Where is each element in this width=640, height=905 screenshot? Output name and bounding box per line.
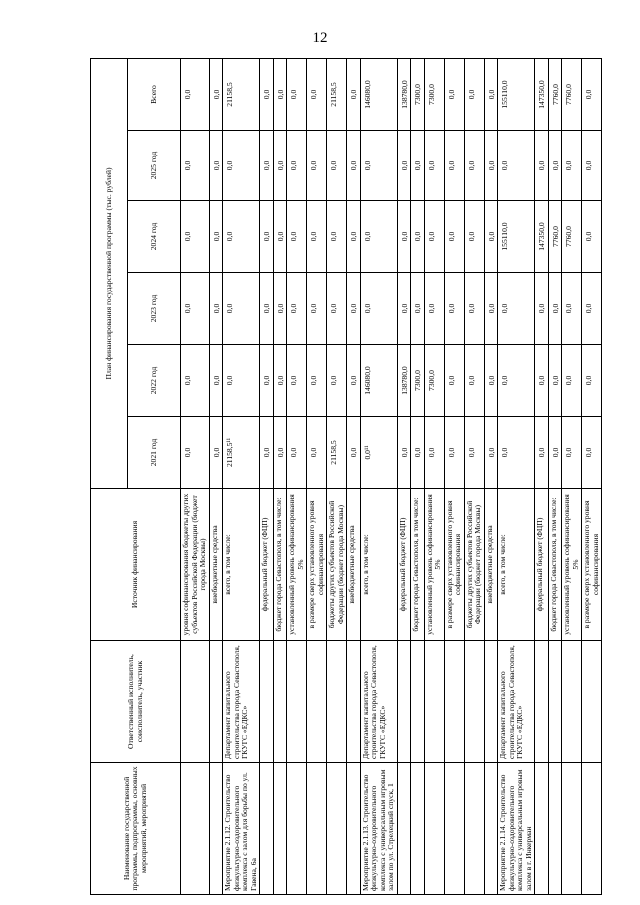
executor-cell: Департамент капитального строительства города Севастополя, ГКУГС «ЕДКС» [498, 641, 535, 763]
value-cell: 0,0 [562, 131, 582, 201]
value-cell: 0,0 [209, 417, 223, 489]
value-cell: 138780,0 [397, 59, 411, 131]
value-cell: 0,0 [484, 273, 498, 345]
table-row [273, 59, 287, 895]
table-row [424, 59, 444, 895]
measure-name-cell [307, 763, 327, 895]
executor-cell [273, 641, 287, 763]
value-cell: 0,0 [307, 131, 327, 201]
value-cell: 7300,0 [411, 59, 425, 131]
measure-name-cell [562, 763, 582, 895]
value-cell: 21158,5 [327, 417, 347, 489]
page-number: 12 [312, 30, 328, 46]
table-row [307, 59, 327, 895]
value-cell: 0,0 [424, 201, 444, 273]
value-cell: 0,0 [411, 131, 425, 201]
executor-cell [287, 641, 307, 763]
measure-name-cell: Мероприятие 2.1.13. Строительство физкультурно-оздоровительного комплекса с универсальным игровым залом по ул. Стрелецкий спуск, 1 [360, 763, 397, 895]
value-cell: 0,0 [181, 59, 210, 131]
value-cell: 0,0 [444, 273, 464, 345]
table-body [181, 59, 602, 895]
executor-cell [397, 641, 411, 763]
value-cell: 0,0 [424, 131, 444, 201]
value-cell: 0,0 [582, 273, 602, 345]
value-cell: 0,0 [260, 273, 274, 345]
table-row [548, 59, 562, 895]
funding-source-cell: бюджеты других субъектов Российской Федерации (бюджет города Москвы) [327, 489, 347, 641]
funding-source-cell: установленный уровень софинансирования 5% [424, 489, 444, 641]
value-cell: 0,0 [260, 417, 274, 489]
funding-source-cell: внебюджетные средства [484, 489, 498, 641]
value-cell: 0,0 [484, 201, 498, 273]
executor-cell [535, 641, 549, 763]
value-cell: 0,0 [424, 417, 444, 489]
value-cell: 0,0 [411, 273, 425, 345]
funding-source-cell: внебюджетные средства [209, 489, 223, 641]
value-cell: 0,0 [562, 417, 582, 489]
value-cell: 0,0 [209, 201, 223, 273]
value-cell: 0,0 [464, 273, 484, 345]
value-cell: 0,0 [582, 417, 602, 489]
value-cell: 0,0 [181, 345, 210, 417]
value-cell: 0,0 [273, 417, 287, 489]
table-row [535, 59, 549, 895]
value-cell: 21158,5 [223, 59, 260, 131]
value-cell: 0,0 [498, 131, 535, 201]
table-row [223, 59, 260, 895]
table-row [327, 59, 347, 895]
value-cell: 0,0 [347, 201, 361, 273]
value-cell: 0,0 [424, 273, 444, 345]
measure-name-cell: Мероприятие 2.1.14. Строительство физкультурно-оздоровительного комплекса с универсальным игровым залом в г. Инкерман [498, 763, 535, 895]
table-row [397, 59, 411, 895]
table-row [444, 59, 464, 895]
value-cell: 0,0 [535, 345, 549, 417]
value-cell: 0,0 [347, 345, 361, 417]
measure-name-cell [411, 763, 425, 895]
value-cell: 0,0 [484, 417, 498, 489]
value-cell: 0,0 [582, 201, 602, 273]
value-cell: 0,0 [260, 59, 274, 131]
value-cell: 7300,0 [424, 345, 444, 417]
value-cell: 147350,0 [535, 59, 549, 131]
value-cell: 0,0 [273, 131, 287, 201]
table-row [498, 59, 535, 895]
executor-cell [411, 641, 425, 763]
value-cell: 0,0 [444, 59, 464, 131]
funding-source-cell: установленный уровень софинансирования 5% [562, 489, 582, 641]
value-cell: 0,0 [484, 131, 498, 201]
executor-cell [260, 641, 274, 763]
funding-source-cell: бюджет города Севастополя, в том числе: [411, 489, 425, 641]
value-cell: 0,0 [582, 131, 602, 201]
value-cell: 0,0 [498, 345, 535, 417]
funding-source-cell: уровня софинансирования бюджеты других субъектов Российской Федерации (бюджет города Москвы) [181, 489, 210, 641]
funding-source-cell: федеральный бюджет (ФЦП) [397, 489, 411, 641]
measure-name-cell [548, 763, 562, 895]
executor-cell [464, 641, 484, 763]
value-cell: 0,0 [209, 131, 223, 201]
funding-source-cell: в размере сверх установленного уровня софинансирования [307, 489, 327, 641]
measure-name-cell [444, 763, 464, 895]
value-cell: 0,0 [287, 417, 307, 489]
measure-name-cell [273, 763, 287, 895]
table-row [260, 59, 274, 895]
value-cell: 0,0 [548, 345, 562, 417]
measure-name-cell [582, 763, 602, 895]
header-executor: Ответственный исполнитель, соисполнитель, участник [91, 641, 181, 763]
value-cell: 0,0 [223, 201, 260, 273]
value-cell: 0,0 [464, 131, 484, 201]
value-cell: 0,0 [307, 345, 327, 417]
value-cell: 7300,0 [424, 59, 444, 131]
value-cell: 0,0 [582, 59, 602, 131]
value-cell: 0,0 [360, 201, 397, 273]
funding-source-cell: всего, в том числе: [360, 489, 397, 641]
executor-cell [424, 641, 444, 763]
value-cell: 0,0 [223, 131, 260, 201]
value-cell: 7760,0 [548, 59, 562, 131]
value-cell: 0,0 [444, 131, 464, 201]
value-cell: 0,0 [181, 273, 210, 345]
executor-cell [562, 641, 582, 763]
value-cell: 0,0 [360, 131, 397, 201]
executor-cell [548, 641, 562, 763]
value-cell: 0,0 [273, 273, 287, 345]
value-cell: 0,0 [287, 59, 307, 131]
header-plan: План финансирования государственной программы (тыс. рублей) [91, 59, 128, 489]
measure-name-cell [287, 763, 307, 895]
header-source: Источник финансирования [91, 489, 181, 641]
value-cell: 21158,5 [327, 59, 347, 131]
table-row [347, 59, 361, 895]
measure-name-cell [260, 763, 274, 895]
value-cell: 0,0 [307, 417, 327, 489]
value-cell: 0,0 [548, 273, 562, 345]
value-cell: 0,0 [273, 345, 287, 417]
executor-cell [307, 641, 327, 763]
executor-cell [484, 641, 498, 763]
value-cell: 0,0 [307, 201, 327, 273]
value-cell: 0,0 [347, 417, 361, 489]
value-cell: 0,0 [347, 273, 361, 345]
executor-cell [209, 641, 223, 763]
value-cell: 21158,5¹¹ [223, 417, 260, 489]
executor-cell [181, 641, 210, 763]
funding-source-cell: внебюджетные средства [347, 489, 361, 641]
table-row [582, 59, 602, 895]
value-cell: 0,0 [411, 417, 425, 489]
value-cell: 146080,0 [360, 345, 397, 417]
value-cell: 0,0 [223, 273, 260, 345]
measure-name-cell [327, 763, 347, 895]
value-cell: 0,0 [327, 131, 347, 201]
value-cell: 0,0 [209, 273, 223, 345]
value-cell: 0,0 [287, 273, 307, 345]
value-cell: 0,0 [484, 345, 498, 417]
header-name: Наименование государственной программы, подпрограммы, основных мероприятий, мероприятий [91, 763, 181, 895]
value-cell: 0,0 [260, 345, 274, 417]
value-cell: 0,0 [464, 345, 484, 417]
executor-cell: Департамент капитального строительства города Севастополя, ГКУГС «ЕДКС» [223, 641, 260, 763]
value-cell: 0,0 [444, 345, 464, 417]
funding-source-cell: бюджет города Севастополя, в том числе: [548, 489, 562, 641]
measure-name-cell [535, 763, 549, 895]
funding-source-cell: в размере сверх установленного уровня софинансирования [444, 489, 464, 641]
value-cell: 0,0 [287, 201, 307, 273]
table-row [181, 59, 210, 895]
executor-cell [327, 641, 347, 763]
value-cell: 7760,0 [548, 201, 562, 273]
executor-cell: Департамент капитального строительства города Севастополя, ГКУГС «ЕДКС» [360, 641, 397, 763]
value-cell: 0,0 [397, 201, 411, 273]
measure-name-cell [181, 763, 210, 895]
value-cell: 0,0 [498, 417, 535, 489]
table-row [464, 59, 484, 895]
table-row [411, 59, 425, 895]
header-year: 2025 год [128, 131, 181, 201]
value-cell: 155110,0 [498, 59, 535, 131]
value-cell: 0,0 [464, 417, 484, 489]
value-cell: 0,0 [307, 273, 327, 345]
measure-name-cell [424, 763, 444, 895]
funding-source-cell: бюджеты других субъектов Российской Федерации (бюджет города Москвы) [464, 489, 484, 641]
value-cell: 0,0 [347, 59, 361, 131]
executor-cell [347, 641, 361, 763]
header-total: Всего [128, 59, 181, 131]
funding-source-cell: всего, в том числе: [223, 489, 260, 641]
value-cell: 0,0 [327, 345, 347, 417]
executor-cell [582, 641, 602, 763]
value-cell: 0,0 [273, 59, 287, 131]
value-cell: 0,0 [498, 273, 535, 345]
value-cell: 0,0 [327, 201, 347, 273]
table-row [484, 59, 498, 895]
value-cell: 0,0 [464, 59, 484, 131]
value-cell: 0,0 [397, 417, 411, 489]
value-cell: 7760,0 [562, 201, 582, 273]
table-row [287, 59, 307, 895]
value-cell: 0,0 [347, 131, 361, 201]
funding-source-cell: федеральный бюджет (ФЦП) [535, 489, 549, 641]
value-cell: 0,0 [287, 131, 307, 201]
value-cell: 0,0 [562, 345, 582, 417]
value-cell: 146080,0 [360, 59, 397, 131]
value-cell: 0,0 [444, 201, 464, 273]
value-cell: 0,0 [444, 417, 464, 489]
funding-source-cell: в размере сверх установленного уровня софинансирования [582, 489, 602, 641]
value-cell: 0,0 [397, 131, 411, 201]
header-year: 2023 год [128, 273, 181, 345]
measure-name-cell [397, 763, 411, 895]
value-cell: 0,0 [411, 201, 425, 273]
header-year: 2024 год [128, 201, 181, 273]
value-cell: 0,0 [360, 273, 397, 345]
value-cell: 0,0 [307, 59, 327, 131]
value-cell: 0,0 [535, 131, 549, 201]
financing-table [90, 58, 602, 895]
value-cell: 0,0 [562, 273, 582, 345]
funding-source-cell: всего, в том числе: [498, 489, 535, 641]
value-cell: 155110,0 [498, 201, 535, 273]
funding-source-cell: бюджет города Севастополя, в том числе: [273, 489, 287, 641]
measure-name-cell: Мероприятие 2.1.12. Строительство физкультурно-оздоровительного комплекса с залом для борьбы по ул. Гавена, 6а [223, 763, 260, 895]
value-cell: 0,0 [548, 131, 562, 201]
funding-source-cell: федеральный бюджет (ФЦП) [260, 489, 274, 641]
rotated-table-container [90, 59, 618, 895]
value-cell: 0,0 [484, 59, 498, 131]
value-cell: 0,0 [535, 417, 549, 489]
value-cell: 0,0¹¹ [360, 417, 397, 489]
value-cell: 7760,0 [562, 59, 582, 131]
value-cell: 0,0 [260, 201, 274, 273]
value-cell: 0,0 [397, 273, 411, 345]
value-cell: 0,0 [327, 273, 347, 345]
value-cell: 138780,0 [397, 345, 411, 417]
value-cell: 0,0 [181, 201, 210, 273]
value-cell: 0,0 [548, 417, 562, 489]
table-row [360, 59, 397, 895]
value-cell: 147350,0 [535, 201, 549, 273]
value-cell: 0,0 [181, 417, 210, 489]
value-cell: 0,0 [209, 345, 223, 417]
value-cell: 0,0 [260, 131, 274, 201]
measure-name-cell [464, 763, 484, 895]
header-year: 2022 год [128, 345, 181, 417]
measure-name-cell [209, 763, 223, 895]
header-year: 2021 год [128, 417, 181, 489]
value-cell: 0,0 [582, 345, 602, 417]
value-cell: 0,0 [464, 201, 484, 273]
measure-name-cell [484, 763, 498, 895]
value-cell: 0,0 [535, 273, 549, 345]
value-cell: 7300,0 [411, 345, 425, 417]
table-row [209, 59, 223, 895]
header-row-1 [91, 59, 128, 895]
value-cell: 0,0 [273, 201, 287, 273]
value-cell: 0,0 [209, 59, 223, 131]
executor-cell [444, 641, 464, 763]
funding-source-cell: установленный уровень софинансирования 5% [287, 489, 307, 641]
measure-name-cell [347, 763, 361, 895]
table-row [562, 59, 582, 895]
value-cell: 0,0 [181, 131, 210, 201]
value-cell: 0,0 [287, 345, 307, 417]
value-cell: 0,0 [223, 345, 260, 417]
